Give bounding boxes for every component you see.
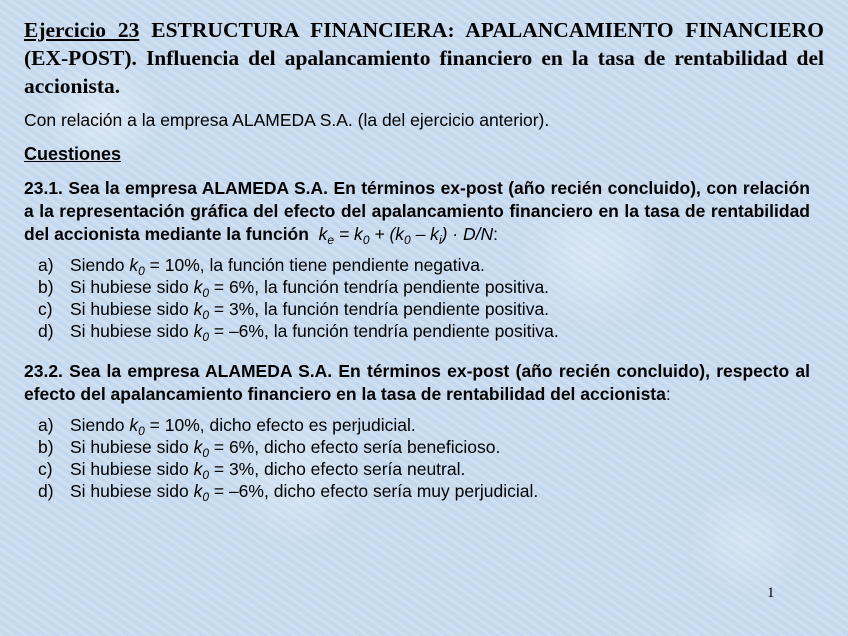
question-23-2	[24, 360, 810, 406]
option-23-1-c: c) Si hubiese sido $k_0 = 3\%$, la función tendría pendiente positiva.	[38, 299, 550, 322]
option-23-1-a: a) Siendo $k_0 = 10\%$, la función tiene pendiente negativa.	[38, 255, 485, 278]
option-23-2-d: d) Si hubiese sido $k_0 = -6\%$, dicho efecto sería muy perjudicial.	[38, 481, 539, 504]
exercise-title-text: ESTRUCTURA FINANCIERA: APALANCAMIENTO FINANCIERO (EX-POST). Influencia del apalancamiento financiero en la tasa de rentabilidad del accionista.	[24, 18, 824, 98]
question-23-2-colon: :	[665, 384, 671, 404]
section-heading: Cuestiones	[24, 144, 122, 164]
exercise-title	[24, 16, 824, 100]
exercise-number: Ejercicio 23	[24, 18, 140, 42]
option-23-2-c: c) Si hubiese sido $k_0 = 3\%$, dicho efecto sería neutral.	[38, 459, 466, 482]
option-23-2-b: b) Si hubiese sido $k_0 = 6\%$, dicho efecto sería beneficioso.	[38, 437, 501, 460]
option-23-1-d: d) Si hubiese sido $k_0 = -6\%$, la función tendría pendiente positiva.	[38, 321, 559, 344]
question-23-1-colon: :	[493, 224, 499, 244]
formula: $k_e = k_0 + (k_0 - k_i) \cdot D/N$	[318, 224, 494, 247]
option-23-2-a: a) Siendo $k_0 = 10\%$, dicho efecto es perjudicial.	[38, 415, 416, 438]
question-23-2-text: 23.2. Sea la empresa ALAMEDA S.A. En términos ex-post (año recién concluido), respecto al efecto del apalancamiento financiero en la tasa de rentabilidad del accionista	[24, 361, 810, 404]
page-number: 1	[767, 585, 775, 601]
options-23-2	[24, 414, 824, 502]
option-23-1-b: b) Si hubiese sido $k_0 = 6\%$, la función tendría pendiente positiva.	[38, 277, 550, 300]
options-23-1	[24, 254, 824, 342]
question-23-1-text: 23.1. Sea la empresa ALAMEDA S.A. En términos ex-post (año recién concluido), con relación a la representación gráfica del efecto del apalancamiento financiero en la tasa de rentabilidad del accionista mediante la función	[24, 178, 810, 244]
question-23-1	[24, 177, 810, 246]
slide-content	[24, 16, 824, 502]
intro-text: Con relación a la empresa ALAMEDA S.A. (la del ejercicio anterior).	[24, 110, 550, 130]
